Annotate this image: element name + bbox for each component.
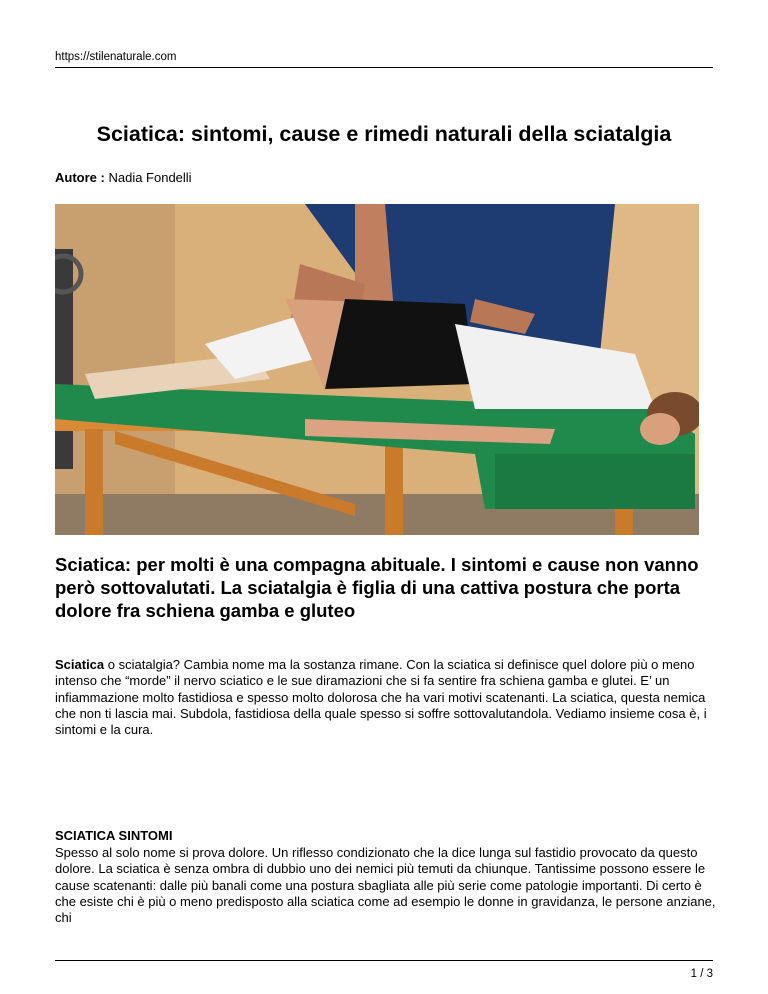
- article-title: Sciatica: sintomi, cause e rimedi naturali della sciatalgia: [96, 122, 672, 146]
- article-photo: [55, 204, 699, 535]
- header-divider: [55, 67, 713, 68]
- header-url: https://stilenaturale.com: [55, 51, 177, 63]
- author-line: [55, 170, 192, 185]
- footer-divider: [55, 960, 713, 961]
- author-label: Autore :: [55, 170, 105, 185]
- page-number: 1 / 3: [690, 968, 713, 980]
- section-heading: SCIATICA SINTOMI: [55, 828, 173, 843]
- intro-lead: Sciatica: [55, 657, 105, 672]
- intro-text: o sciatalgia? Cambia nome ma la sostanza rimane. Con la sciatica si definisce quel dolore più o meno intenso che “morde” il nervo sciatico e le sue diramazioni che si fa sentire fra schiena gamba e glutei. E’ un infiammazione molto fastidiosa e spesso molto dolorosa che ha vari motivi scatenanti. La sciatica, questa nemica che non ti lascia mai. Subdola, fastidiosa della quale spesso si soffre sottovalutandola. Vediamo insieme cosa è, i sintomi e la cura.: [55, 657, 707, 738]
- author-name: Nadia Fondelli: [108, 170, 192, 185]
- section-paragraph: Spesso al solo nome si prova dolore. Un riflesso condizionato che la dice lunga sul fastidio provocato da questo dolore. La sciatica è senza ombra di dubbio uno dei nemici più temuti da chiunque. Tantissime possono essere le cause scatenanti: dalle più banali come una postura sbagliata alle più serie come patologie importanti. Di certo è che esiste chi è più o meno predisposto alla sciatica come ad esempio le donne in gravidanza, le persone anziane, chi: [55, 845, 716, 926]
- article-subtitle: Sciatica: per molti è una compagna abituale. I sintomi e cause non vanno però sottovalutati. La sciatalgia è figlia di una cattiva postura che porta dolore fra schiena gamba e gluteo: [55, 554, 699, 621]
- intro-paragraph: [55, 657, 720, 738]
